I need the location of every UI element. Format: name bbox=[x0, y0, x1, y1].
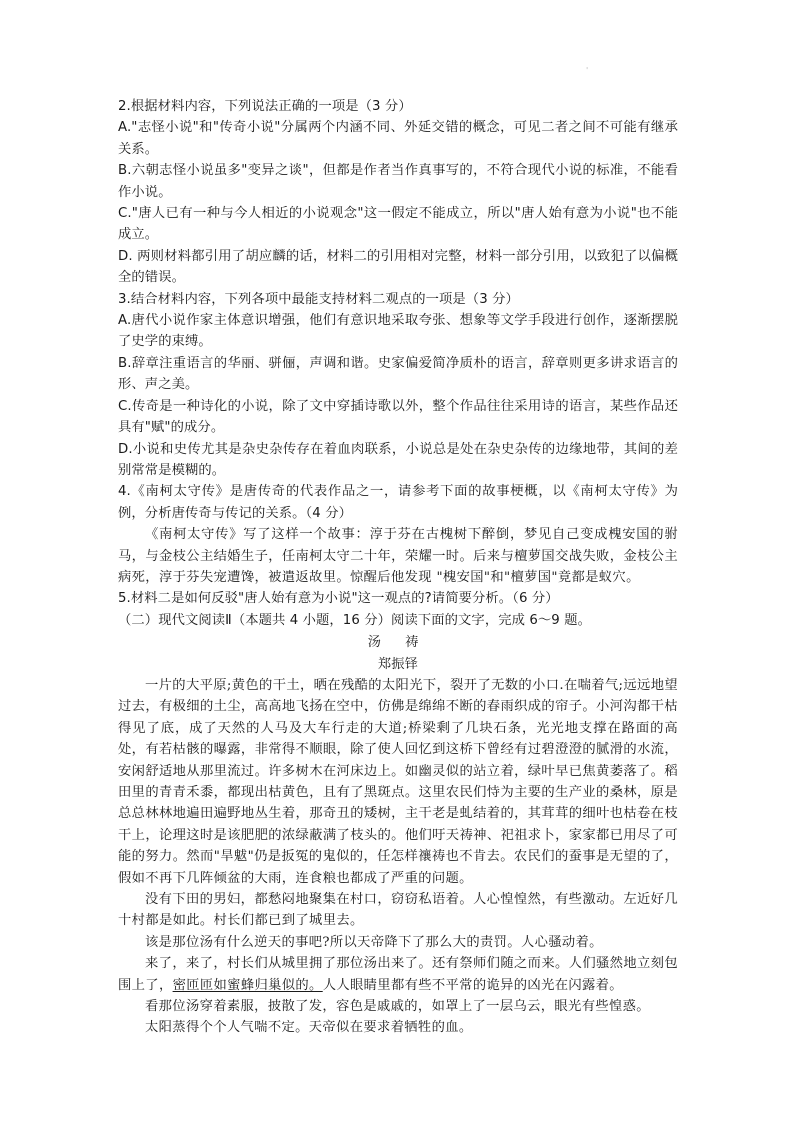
q2-option-d: D. 两则材料都引用了胡应麟的话，材料二的引用相对完整，材料一部分引用，以致犯了以偏概全的错误。 bbox=[118, 248, 678, 286]
article-author: 郑振铎 bbox=[377, 656, 419, 672]
article-title: 汤 祷 bbox=[367, 635, 429, 651]
q2-stem: 2.根据材料内容，下列说法正确的一项是（3 分） bbox=[118, 99, 412, 114]
q3-option-c: C.传奇是一种诗化的小说，除了文中穿插诗歌以外，整个作品往往采用诗的语言，某些作品还具有"赋"的成分。 bbox=[118, 398, 678, 436]
document-page bbox=[118, 96, 678, 1039]
article-paragraph-1: 一片的大平原;黄色的干土，晒在残酷的太阳光下，裂开了无数的小口.在喘着气;远远地望过去，有极细的土尘，高高地飞扬在空中，仿佛是绵绵不断的春雨织成的帘子。小河沟都干枯得见了底，成了天然的人马及大车行走的大道;桥梁剩了几块石条，光光地支撑在路面的高处，有若枯骸的曝露，非常得不顺眼，除了使人回忆到这桥下曾经有过碧澄澄的腻滑的水流，安闲舒适地从那里流过。许多树木在河床边上。如幽灵似的站立着，绿叶早已焦黄萎落了。稻田里的青青禾黍，都现出枯黄色，且有了黑斑点。这里农民们恃为主要的生产业的桑林，原是总总林林地遍田遍野地丛生着，那奇丑的矮树，主干老是虬结着的，其茸茸的细叶也枯卷在枝干上，论理这时是该肥肥的浓绿蔽满了枝头的。他们吁天祷神、祀祖求卜，家家都已用尽了可能的努力。然而"旱魃"仍是扳冤的鬼似的，任怎样禳祷也不肯去。农民们的蚕事是无望的了，假如不再下几阵倾盆的大雨，连食粮也都成了严重的问题。 bbox=[118, 677, 678, 886]
q3-option-b: B.辞章注重语言的华丽、骈俪，声调和谐。史家偏爱简净质朴的语言，辞章则更多讲求语言的形、声之美。 bbox=[118, 355, 678, 393]
article-paragraph-3: 该是那位汤有什么逆天的事吧?所以天帝降下了那么大的责罚。人心骚动着。 bbox=[145, 934, 603, 950]
q2-option-c: C."唐人已有一种与今人相近的小说观念"这一假定不能成立，所以"唐人始有意为小说"也不能成立。 bbox=[118, 206, 678, 243]
q5-stem: 5.材料二是如何反驳"唐人始有意为小说"这一观点的?请简要分析。（6 分） bbox=[118, 591, 559, 607]
underlined-phrase: 密匝匝如蜜蜂归巢似的。 bbox=[172, 977, 323, 993]
article-paragraph-4 bbox=[118, 953, 678, 996]
q3-stem: 3.结合材料内容，下列各项中最能支持材料二观点的一项是（3 分） bbox=[118, 291, 519, 307]
section2-heading: （二）现代文阅读Ⅱ（本题共 4 小题，16 分）阅读下面的文字，完成 6～9 题。 bbox=[118, 612, 591, 628]
q3-option-a: A.唐代小说作家主体意识增强，他们有意识地采取夸张、想象等文学手段进行创作，逐渐摆脱了史学的束缚。 bbox=[118, 313, 678, 350]
q2-option-a: A."志怪小说"和"传奇小说"分属两个内涵不同、外延交错的概念，可见二者之间不可能有继承关系。 bbox=[118, 120, 678, 157]
paragraph-4-tail: 人人眼睛里都有些不平常的诡异的凶光在闪露着。 bbox=[322, 977, 623, 993]
article-paragraph-2: 没有下田的男妇，都愁闷地聚集在村口，窃窃私语着。人心惶惶然，有些激动。左近好几十村都是如此。村长们都已到了城里去。 bbox=[118, 892, 678, 929]
article-paragraph-6: 太阳蒸得个个人气喘不定。天帝似在要求着牺牲的血。 bbox=[145, 1020, 473, 1036]
q4-stem: 4.《南柯太守传》是唐传奇的代表作品之一，请参考下面的故事梗概，以《南柯太守传》为例，分析唐传奇与传记的关系。（4 分） bbox=[118, 484, 678, 521]
article-paragraph-5: 看那位汤穿着素服，披散了发，容色是戚戚的，如罩上了一层乌云，眼光有些惶惑。 bbox=[145, 999, 650, 1015]
q3-option-d: D.小说和史传尤其是杂史杂传存在着血肉联系，小说总是处在杂史杂传的边缘地带，其间的差别常常是模糊的。 bbox=[118, 441, 678, 478]
q2-option-b: B.六朝志怪小说虽多"变异之谈"，但都是作者当作真事写的，不符合现代小说的标准，不能看作小说。 bbox=[118, 163, 678, 200]
page-corner-mark: ' bbox=[586, 66, 589, 75]
paragraph-4-lead: 来了，来了，村长们从城里拥了那位汤出来了。还有祭师们随之而来。人们骚然地立刻包围上了， bbox=[118, 956, 678, 993]
q4-story-summary: 《南柯太守传》写了这样一个故事：淳于芬在古槐树下醉倒，梦见自己变成槐安国的驸马，与金枝公主结婚生子，任南柯太守二十年，荣耀一时。后来与檀萝国交战失败，金枝公主病死，淳于芬失宠遭馋，被遣返故里。惊醒后他发现 "槐安国"和"檀萝国"竟都是蚁穴。 bbox=[118, 527, 678, 585]
